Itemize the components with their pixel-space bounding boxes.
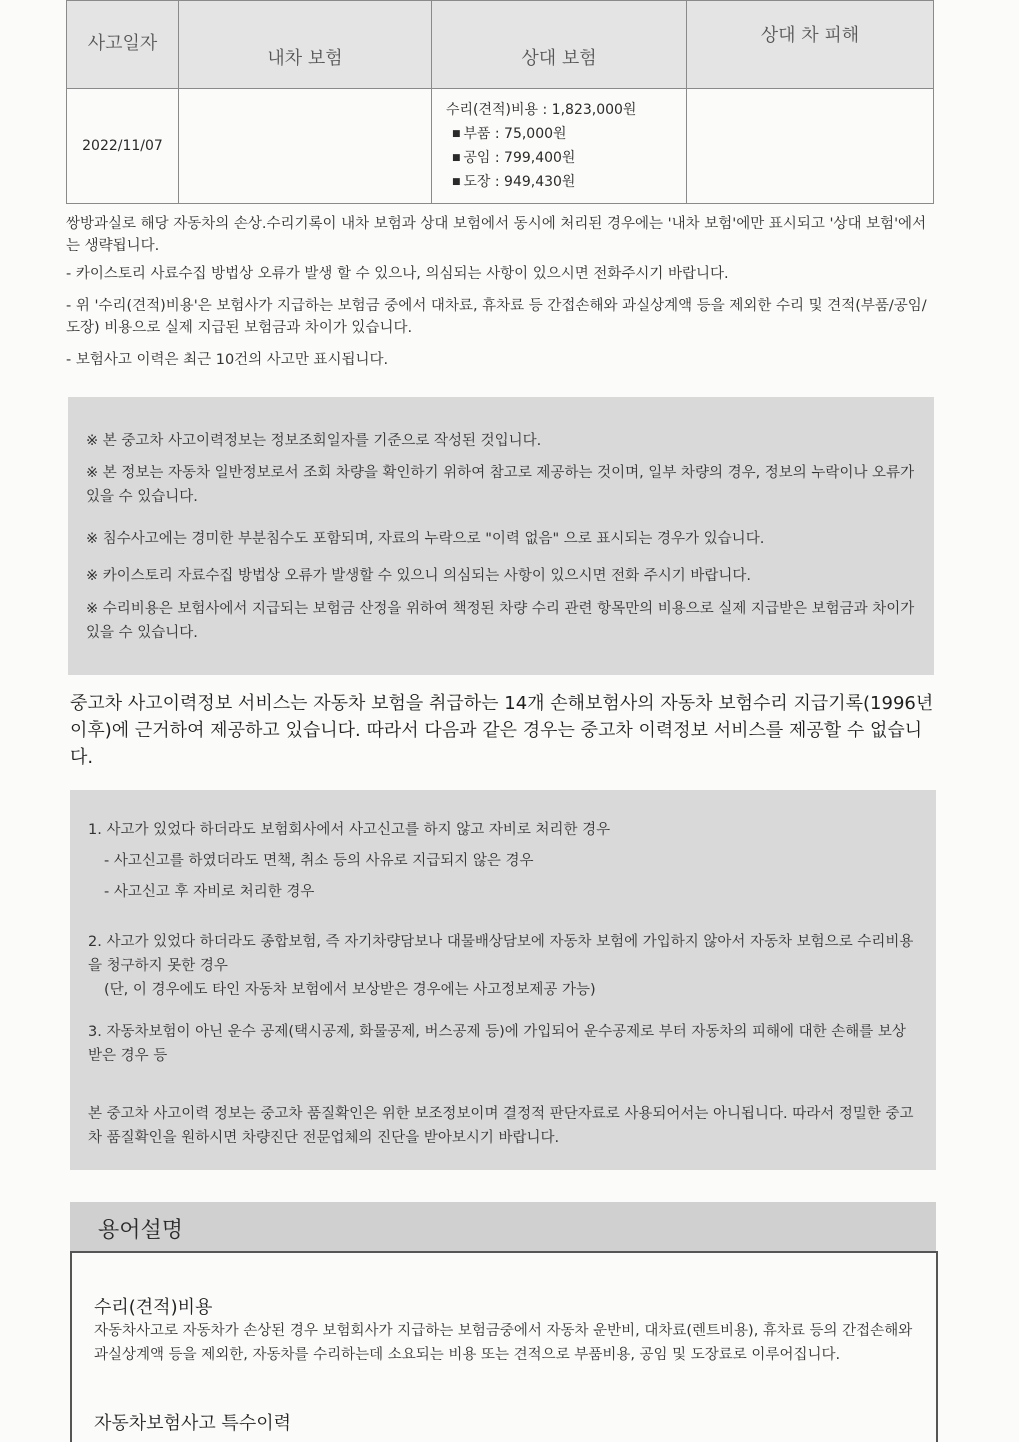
exception-text: 2. 사고가 있었다 하더라도 종합보험, 즉 자기차량담보나 대물배상담보에 자동차 보험에 가입하지 않아서 자동차 보험으로 수리비용을 청구하지 못한 경우 xyxy=(88,934,914,974)
glossary-heading: 용어설명 xyxy=(98,1218,184,1243)
exception-item-2 xyxy=(88,930,918,1002)
cell-other-insurance xyxy=(432,89,687,204)
repair-cost-total: 수리(견적)비용 : 1,823,000원 xyxy=(446,102,637,118)
disclaimer-text: ※ 카이스토리 자료수집 방법상 오류가 발생할 수 있으니 의심되는 사항이 있으시면 전화 주시기 바랍니다. xyxy=(86,568,751,584)
disclaimer-box xyxy=(68,397,934,675)
header-accident-date: 사고일자 xyxy=(67,1,179,89)
cell-own-insurance xyxy=(179,89,432,204)
exception-item-3: 3. 자동차보험이 아닌 운수 공제(택시공제, 화물공제, 버스공제 등)에 가입되어 운수공제로 부터 자동차의 피해에 대한 손해를 보상받은 경우 등 xyxy=(88,1024,906,1064)
service-lead-paragraph: 중고차 사고이력정보 서비스는 자동차 보험을 취급하는 14개 손해보험사의 자동차 보험수리 지급기록(1996년 이후)에 근거하여 제공하고 있습니다. 따라서 다음과 같은 경우는 중고차 이력정보 서비스를 제공할 수 없습니다. xyxy=(70,693,934,768)
exception-subtext: - 사고신고를 하였더라도 면책, 취소 등의 사유로 지급되지 않은 경우 xyxy=(104,853,534,869)
table-row xyxy=(67,89,934,204)
disclaimer-text: ※ 본 중고차 사고이력정보는 정보조회일자를 기준으로 작성된 것입니다. xyxy=(86,433,542,449)
repair-cost-parts: ■ 부품 : 75,000원 xyxy=(446,122,685,146)
header-own-insurance-label: 내차 보험 xyxy=(267,47,343,69)
table-header-row xyxy=(67,1,934,89)
note-text: - 보험사고 이력은 최근 10건의 사고만 표시됩니다. xyxy=(66,352,389,368)
repair-cost-paint: ■ 도장 : 949,430원 xyxy=(446,170,685,194)
header-other-vehicle-damage: 상대 차 피해 xyxy=(687,1,934,89)
exception-subtext: - 사고신고 후 자비로 처리한 경우 xyxy=(104,884,315,900)
note-text: 쌍방과실로 해당 자동차의 손상.수리기록이 내차 보험과 상대 보험에서 동시에 처리된 경우에는 '내차 보험'에만 표시되고 '상대 보험'에서는 생략됩니다. xyxy=(66,216,927,254)
exception-item-1 xyxy=(88,818,918,904)
cell-accident-date: 2022/11/07 xyxy=(67,89,179,204)
note-text: - 위 '수리(견적)비용'은 보험사가 지급하는 보험금 중에서 대차료, 휴차료 등 간접손해와 과실상계액 등을 제외한 수리 및 견적(부품/공임/도장) 비용으로 실제 지급된 보험금과 차이가 있습니다. xyxy=(66,298,927,336)
header-own-insurance xyxy=(179,1,432,89)
cell-other-vehicle-damage xyxy=(687,89,934,204)
exception-closing: 본 중고차 사고이력 정보는 중고차 품질확인은 위한 보조정보이며 결정적 판단자료로 사용되어서는 아니됩니다. 따라서 정밀한 중고차 품질확인을 원하시면 차량진단 전문업체의 진단을 받아보시기 바랍니다. xyxy=(88,1106,914,1146)
disclaimer-text: ※ 침수사고에는 경미한 부분침수도 포함되며, 자료의 누락으로 "이력 없음" 으로 표시되는 경우가 있습니다. xyxy=(86,531,765,547)
glossary-term: 자동차보험사고 특수이력 xyxy=(94,1413,291,1434)
repair-cost-labor: ■ 공임 : 799,400원 xyxy=(446,146,685,170)
glossary-term-description: 자동차사고로 자동차가 손상된 경우 보험회사가 지급하는 보험금중에서 자동차 운반비, 대차료(렌트비용), 휴차료 등의 간접손해와 과실상계액 등을 제외한, 자동차를 수리하는데 소요되는 비용 또는 견적으로 부품비용, 공임 및 도장료로 이루어집니다. xyxy=(94,1323,913,1363)
glossary-box xyxy=(70,1251,938,1442)
glossary-term: 수리(견적)비용 xyxy=(94,1297,213,1318)
header-other-insurance-label: 상대 보험 xyxy=(521,47,597,69)
accident-table xyxy=(66,0,934,204)
disclaimer-text: ※ 본 정보는 자동차 일반정보로서 조회 차량을 확인하기 위하여 참고로 제공하는 것이며, 일부 차량의 경우, 정보의 누락이나 오류가 있을 수 있습니다. xyxy=(86,465,915,505)
glossary-heading-bar xyxy=(70,1202,936,1252)
exceptions-box xyxy=(70,790,936,1170)
header-other-insurance xyxy=(432,1,687,89)
disclaimer-text: ※ 수리비용은 보험사에서 지급되는 보험금 산정을 위하여 책정된 차량 수리 관련 항목만의 비용으로 실제 지급받은 보험금과 차이가 있을 수 있습니다. xyxy=(86,601,915,641)
exception-subtext: (단, 이 경우에도 타인 자동차 보험에서 보상받은 경우에는 사고정보제공 가능) xyxy=(104,982,596,998)
table-notes xyxy=(66,213,938,381)
exception-text: 1. 사고가 있었다 하더라도 보험회사에서 사고신고를 하지 않고 자비로 처리한 경우 xyxy=(88,822,611,838)
note-text: - 카이스토리 사료수집 방법상 오류가 발생 할 수 있으나, 의심되는 사항이 있으시면 전화주시기 바랍니다. xyxy=(66,266,729,282)
